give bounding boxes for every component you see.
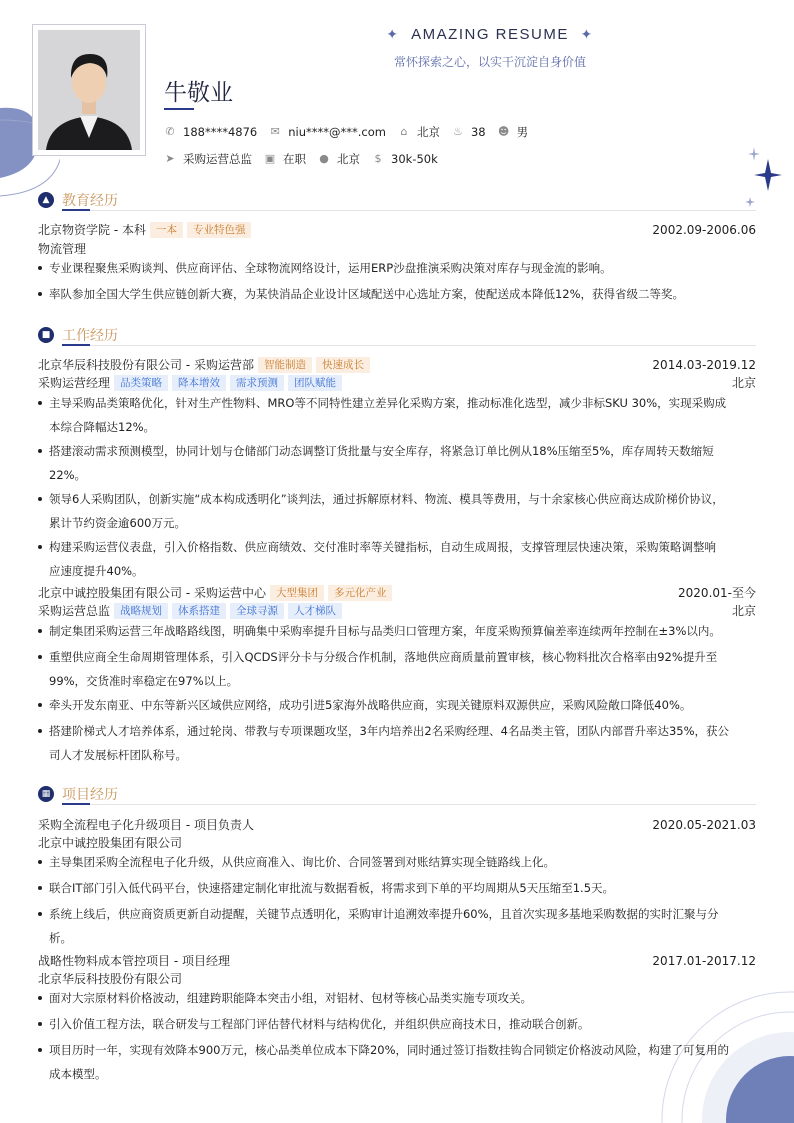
bullet-line: 制定集团采购运营三年战略路线图，明确集中采购率提升目标与品类归口管理方案，年度采购预算偏差率连续两年控制在±3%以内。	[49, 624, 721, 638]
divider	[62, 804, 756, 805]
date-range: 2020.05-2021.03	[652, 817, 756, 832]
project-name: 采购全流程电子化升级项目 - 项目负责人	[38, 818, 254, 832]
project-company: 北京华辰科技股份有限公司	[38, 972, 183, 986]
work-entry-header	[38, 584, 756, 601]
section-accent-line	[62, 344, 90, 346]
tag: 团队赋能	[288, 375, 342, 391]
location: 北京	[731, 376, 756, 390]
project-company-row	[38, 834, 756, 851]
tag: 快速成长	[316, 357, 370, 373]
avatar-illustration	[38, 30, 140, 150]
education-entry	[38, 221, 756, 238]
salary-icon: $	[374, 152, 382, 165]
bullet-line: 牵头开发东南亚、中东等新兴区域供应网络，成功引进5家海外战略供应商，实现关键原料双源供应，采购风险敞口降低40%。	[49, 698, 692, 712]
bullet-item	[38, 1038, 756, 1086]
tag: 一本	[150, 222, 183, 238]
tag: 全球寻源	[230, 603, 284, 619]
location-pin-icon: ●	[319, 152, 329, 165]
bullet-line: 重塑供应商全生命周期管理体系，引入QCDS评分卡与分级合作机制，落地供应商质量前置审核，核心物料批次合格率由92%提升至	[49, 650, 718, 664]
sparkle-icon: ✦	[580, 26, 594, 42]
tag: 需求预测	[230, 375, 284, 391]
bullet-line: 99%，交货准时率稳定在97%以上。	[49, 674, 239, 688]
bullet-item	[38, 535, 756, 583]
bullet-item	[38, 902, 756, 950]
candidate-name: 牛敬业	[164, 80, 233, 106]
work-role-row	[38, 602, 756, 619]
section-accent-line	[62, 209, 90, 211]
phone-icon: ✆	[165, 125, 175, 138]
resume-header-title	[380, 26, 600, 43]
tag: 大型集团	[270, 585, 324, 601]
date-range: 2017.01-2017.12	[652, 953, 756, 968]
header-subtitle: 常怀探索之心，以实干沉淀自身价值	[393, 55, 586, 69]
work-entry-header	[38, 356, 756, 373]
tag: 品类策略	[114, 375, 168, 391]
bullet-line: 系统上线后，供应商资质更新自动提醒，关键节点透明化，采购审计追溯效率提升60%，且首次实现多基地采购数据的实时汇聚与分	[49, 907, 719, 921]
bullet-line: 领导6人采购团队，创新实施“成本构成透明化”谈判法，通过拆解原材料、物流、模具等费用，与十余家核心供应商达成阶梯价协议，	[49, 492, 724, 506]
bullet-item	[38, 391, 756, 439]
bullet-item	[38, 719, 756, 767]
bullet-line: 引入价值工程方法，联合研发与工程部门评估替代材料与结构优化，并组织供应商技术日，推动联合创新。	[49, 1017, 590, 1031]
grid-icon: ▦	[38, 786, 54, 802]
header-title-text: AMAZING RESUME	[411, 26, 569, 43]
name-underline	[164, 108, 194, 110]
bullet-item	[38, 850, 756, 874]
date-range: 2014.03-2019.12	[652, 357, 756, 372]
bullet-line: 成本模型。	[49, 1067, 107, 1081]
company-name: 北京华辰科技股份有限公司 - 采购运营部	[38, 358, 254, 372]
profile-photo	[38, 30, 140, 150]
bullet-item: 率队参加全国大学生供应链创新大赛，为某快消品企业设计区域配送中心选址方案，使配送成本降低12%，获得省级二等奖。	[38, 282, 756, 306]
job-intent-row	[164, 151, 450, 167]
work-section-header	[38, 325, 756, 345]
city-value: 北京	[416, 125, 440, 139]
location: 北京	[731, 604, 756, 618]
section-title: 教育经历	[62, 193, 118, 209]
bullet-item: 专业课程聚焦采购谈判、供应商评估、全球物流网络设计，运用ERP沙盘推演采购决策对库存与现金流的影响。	[38, 256, 756, 280]
user-icon: ☻	[497, 125, 510, 138]
bullet-line: 联合IT部门引入低代码平台，快速搭建定制化审批流与数据看板，将需求到下单的平均周期从5天压缩至1.5天。	[49, 881, 615, 895]
bullet-line: 析。	[49, 931, 72, 945]
project-entry-header	[38, 816, 756, 833]
bullet-item	[38, 439, 756, 487]
major-row	[38, 240, 756, 257]
contact-info-row	[164, 124, 540, 140]
bullet-line: 22%。	[49, 468, 87, 482]
email-value: niu****@***.com	[288, 125, 386, 139]
bullet-line: 搭建阶梯式人才培养体系，通过轮岗、带教与专项课题攻坚，3年内培养出2名采购经理、4名品类主管，团队内部晋升率达35%，获公	[49, 724, 730, 738]
bullet-item	[38, 693, 756, 717]
tag: 降本增效	[172, 375, 226, 391]
education-section-header	[38, 190, 756, 210]
bullet-line: 构建采购运营仪表盘，引入价格指数、供应商绩效、交付准时率等关键指标，自动生成周报，支撑管理层快速决策，采购策略调整响	[49, 540, 716, 554]
section-title: 工作经历	[62, 328, 118, 344]
bullet-line: 项目历时一年，实现有效降本900万元，核心品类单位成本下降20%，同时通过签订指数挂钩合同锁定价格波动风险，构建了可复用的	[49, 1043, 730, 1057]
profile-photo-frame	[32, 24, 146, 156]
section-accent-line	[62, 803, 90, 805]
date-range: 2002.09-2006.06	[652, 222, 756, 237]
tag: 战略规划	[114, 603, 168, 619]
tag: 体系搭建	[172, 603, 226, 619]
phone-value: 188****4876	[183, 125, 258, 139]
bullet-line: 司人才发展标杆团队称号。	[49, 748, 187, 762]
bullet-item	[38, 876, 756, 900]
send-icon: ➤	[165, 152, 175, 165]
sparkle-icon: ✦	[386, 26, 400, 42]
tag: 人才梯队	[288, 603, 342, 619]
mail-icon: ✉	[270, 125, 280, 138]
project-name: 战略性物料成本管控项目 - 项目经理	[38, 954, 230, 968]
bullet-line: 本综合降幅达12%。	[49, 420, 156, 434]
company-name: 北京中诚控股集团有限公司 - 采购运营中心	[38, 586, 266, 600]
role-name: 采购运营总监	[38, 604, 111, 618]
gender-value: 男	[516, 125, 529, 139]
home-icon: ⌂	[400, 125, 408, 138]
project-company-row	[38, 970, 756, 987]
bullet-line: 主导集团采购全流程电子化升级，从供应商准入、询比价、合同签署到对账结算实现全链路线上化。	[49, 855, 555, 869]
salary-value: 30k-50k	[391, 152, 438, 166]
bullet-line: 面对大宗原材料价格波动，组建跨职能降本突击小组，对铝材、包材等核心品类实施专项攻关。	[49, 991, 532, 1005]
bullet-item	[38, 1012, 756, 1036]
date-range: 2020.01-至今	[678, 586, 756, 600]
bullet-item	[38, 645, 756, 693]
graduation-cap-icon: ▲	[38, 192, 54, 208]
bullet-item	[38, 487, 756, 535]
briefcase-icon: ■	[38, 327, 54, 343]
school-name: 北京物资学院 - 本科	[38, 223, 146, 237]
bullet-line: 主导采购品类策略优化，针对生产性物料、MRO等不同特性建立差异化采购方案，推动标准化选型，减少非标SKU 30%，实现采购成	[49, 396, 727, 410]
target-city-value: 北京	[337, 152, 360, 166]
project-entry-header	[38, 952, 756, 969]
tag: 智能制造	[258, 357, 312, 373]
tag: 专业特色强	[187, 222, 252, 238]
age-value: 38	[470, 125, 486, 139]
tag: 多元化产业	[328, 585, 393, 601]
divider	[62, 345, 756, 346]
briefcase-icon: ▣	[264, 152, 276, 165]
divider	[62, 210, 756, 211]
bullet-line: 搭建滚动需求预测模型，协同计划与仓储部门动态调整订货批量与安全库存，将紧急订单比例从18%压缩至5%，库存周转天数缩短	[49, 444, 714, 458]
work-role-row	[38, 374, 756, 391]
status-value: 在职	[283, 152, 306, 166]
project-company: 北京中诚控股集团有限公司	[38, 836, 183, 850]
projects-section-header	[38, 784, 756, 804]
major-name: 物流管理	[38, 242, 87, 256]
bullet-item	[38, 619, 756, 643]
position-value: 采购运营总监	[183, 152, 252, 166]
role-name: 采购运营经理	[38, 376, 111, 390]
cake-icon: ♨	[453, 125, 463, 138]
section-title: 项目经历	[62, 787, 118, 803]
bullet-line: 累计节约资金逾600万元。	[49, 516, 186, 530]
bullet-item	[38, 986, 756, 1010]
bullet-line: 应速度提升40%。	[49, 564, 144, 578]
